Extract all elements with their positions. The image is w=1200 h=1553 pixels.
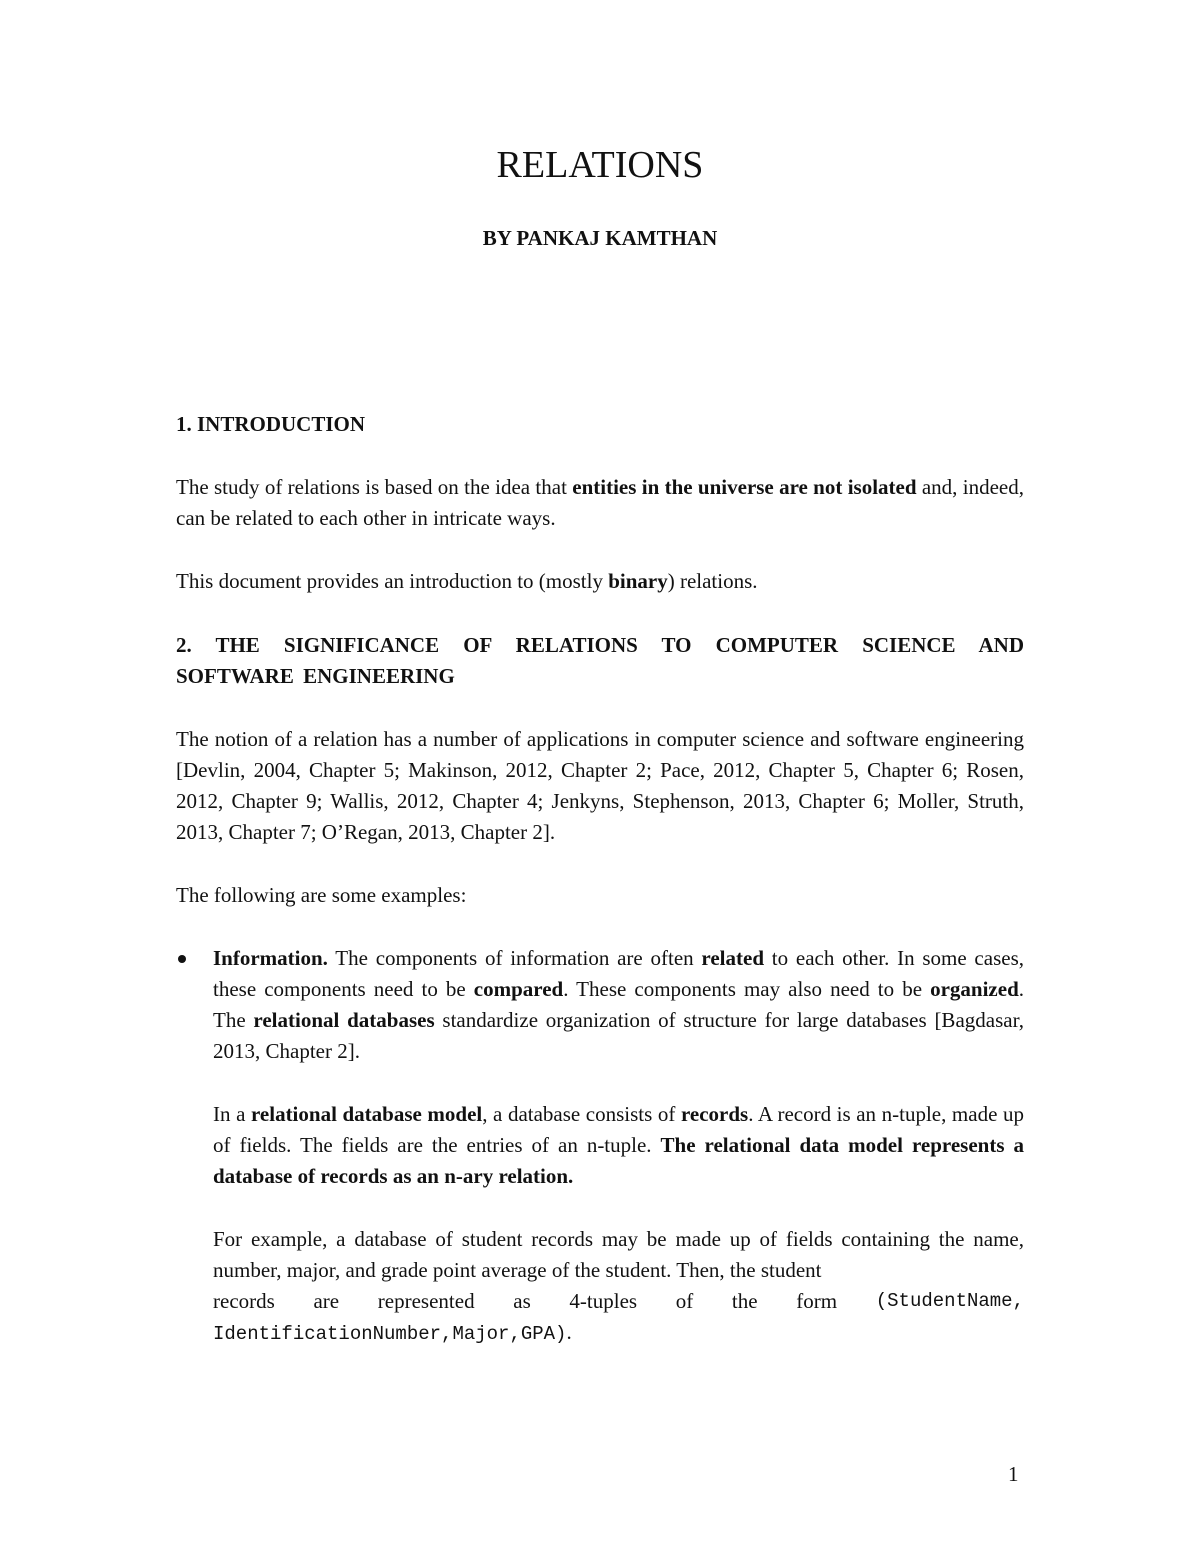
code-text: (StudentName, bbox=[875, 1290, 1024, 1312]
document-body bbox=[176, 409, 1024, 1350]
text-run: The study of relations is based on the idea that bbox=[176, 475, 573, 499]
text-run: ) relations. bbox=[667, 569, 758, 593]
bold-text: compared bbox=[473, 977, 564, 1001]
text-run: standardize organization of structure for large databases [Bagdasar, 2013, Chapter 2]. bbox=[213, 1008, 1024, 1063]
bold-text: binary bbox=[608, 569, 668, 593]
word: of bbox=[675, 1289, 694, 1313]
text-run: . bbox=[566, 1320, 572, 1344]
word: represented bbox=[377, 1289, 475, 1313]
paragraph-intro-2 bbox=[176, 566, 1024, 597]
paragraph-intro-1 bbox=[176, 472, 1024, 534]
bold-text: related bbox=[701, 946, 765, 970]
text-run: In a bbox=[213, 1102, 251, 1126]
justified-line bbox=[213, 1286, 1024, 1317]
text-run: For example, a database of student records may be made up of fields containing the name, number, major, and grade point average of the student. Then, the student bbox=[213, 1227, 1024, 1282]
word: the bbox=[731, 1289, 758, 1313]
paragraph-significance-2: The following are some examples: bbox=[176, 883, 467, 907]
bold-text: The relational data model represents a database of records as an n-ary relation. bbox=[213, 1133, 1024, 1188]
bullet-paragraph-3 bbox=[213, 1224, 1024, 1350]
document-author: BY PANKAJ KAMTHAN bbox=[482, 226, 718, 250]
code-line bbox=[213, 1317, 1024, 1350]
bullet-paragraph-1 bbox=[213, 943, 1024, 1067]
bullet-paragraph-2 bbox=[213, 1099, 1024, 1192]
text-run: . The bbox=[213, 977, 1024, 1032]
bold-text: organized bbox=[930, 977, 1019, 1001]
text-run: to each other. In some cases, these components need to be bbox=[213, 946, 1024, 1001]
page-number: 1 bbox=[1008, 1462, 1019, 1486]
word: form bbox=[796, 1289, 838, 1313]
text-run: and, indeed, can be related to each other in intricate ways. bbox=[176, 475, 1024, 530]
list-item-information bbox=[176, 943, 1024, 1350]
text-run: This document provides an introduction to (mostly bbox=[176, 569, 609, 593]
document-title: RELATIONS bbox=[496, 144, 704, 186]
bold-text: entities in the universe are not isolated bbox=[572, 475, 917, 499]
text-run: . A record is an n-tuple, made up of fields. The fields are the entries of an n-tuple. bbox=[213, 1102, 1024, 1157]
word: 4-tuples bbox=[569, 1289, 638, 1313]
text-run: . These components may also need to be bbox=[563, 977, 931, 1001]
bold-text: records bbox=[680, 1102, 749, 1126]
code-text: IdentificationNumber,Major,GPA) bbox=[213, 1323, 567, 1345]
text-run: , a database consists of bbox=[482, 1102, 681, 1126]
bold-text: relational database model bbox=[250, 1102, 483, 1126]
text-run: The components of information are often bbox=[327, 946, 702, 970]
word: are bbox=[313, 1289, 340, 1313]
bullet-lead: Information. bbox=[213, 946, 328, 970]
word: as bbox=[513, 1289, 531, 1313]
paragraph-significance-1: The notion of a relation has a number of applications in computer science and software engineering [Devlin, 2004, Chapter 5; Makinson, 2012, Chapter 2; Pace, 2012, Chapter 5, Chapter 6; Rosen, 2012, Chapter 9; Wallis, 2012, Chapter 4; Jenkyns, Stephenson, 2013, Chapter 6; Moller, Struth, 2013, Chapter 7; O’Regan, 2013, Chapter 2]. bbox=[176, 727, 1024, 844]
section-heading-introduction: 1. INTRODUCTION bbox=[176, 412, 366, 436]
word: records bbox=[213, 1289, 275, 1313]
bold-text: relational databases bbox=[253, 1008, 435, 1032]
section-heading-significance: 2. THE SIGNIFICANCE OF RELATIONS TO COMPUTER SCIENCE AND SOFTWARE ENGINEERING bbox=[176, 633, 1024, 688]
